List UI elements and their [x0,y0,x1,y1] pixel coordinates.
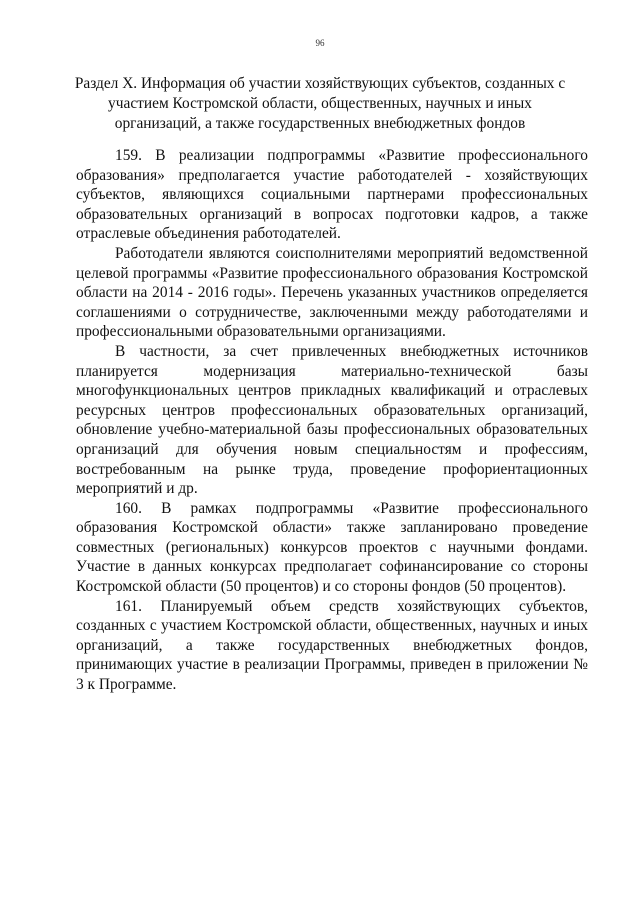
section-title: Раздел X. Информация об участии хозяйствующих субъектов, созданных с участием Костромской области, общественных, научных и иных организаций, а также государственных внебюджетных фондов [74,75,566,132]
body-text [76,146,588,695]
paragraph-160: 160. В рамках подпрограммы «Развитие профессионального образования Костромской области» также запланировано проведение совместных (региональных) конкурсов проектов с научными фондами. Участие в данных конкурсах предполагает софинансирование со стороны Костромской области (50 процентов) и со стороны фондов (50 процентов). [76,499,588,596]
paragraph-161: 161. Планируемый объем средств хозяйствующих субъектов, созданных с участием Костромской области, общественных, научных и иных организаций, а также государственных внебюджетных фондов, принимающих участие в реализации Программы, приведен в приложении № 3 к Программе. [76,597,588,694]
paragraph-159: 159. В реализации подпрограммы «Развитие профессионального образования» предполагается участие работодателей - хозяйствующих субъектов, являющихся социальными партнерами профессиональных образовательных организаций в вопросах подготовки кадров, а также отраслевые объединения работодателей. [76,147,588,243]
paragraph-extra-budget-sources: В частности, за счет привлеченных внебюджетных источников планируется модернизация материально-технической базы многофункциональных центров прикладных квалификаций и отраслевых ресурсных центров профессиональных образовательных организаций, обновление учебно-материальной базы профессиональных образовательных организаций для обучения новым специальностям и профессиям, востребованным на рынке труда, проведение профориентационных мероприятий и др. [76,342,588,498]
paragraph-employers: Работодатели являются соисполнителями мероприятий ведомственной целевой программы «Развитие профессионального образования Костромской области на 2014 - 2016 годы». Перечень указанных участников определяется соглашениями о сотрудничестве, заключенными между работодателями и профессиональными образовательными организациями. [76,244,588,341]
page-number: 96 [315,38,325,48]
